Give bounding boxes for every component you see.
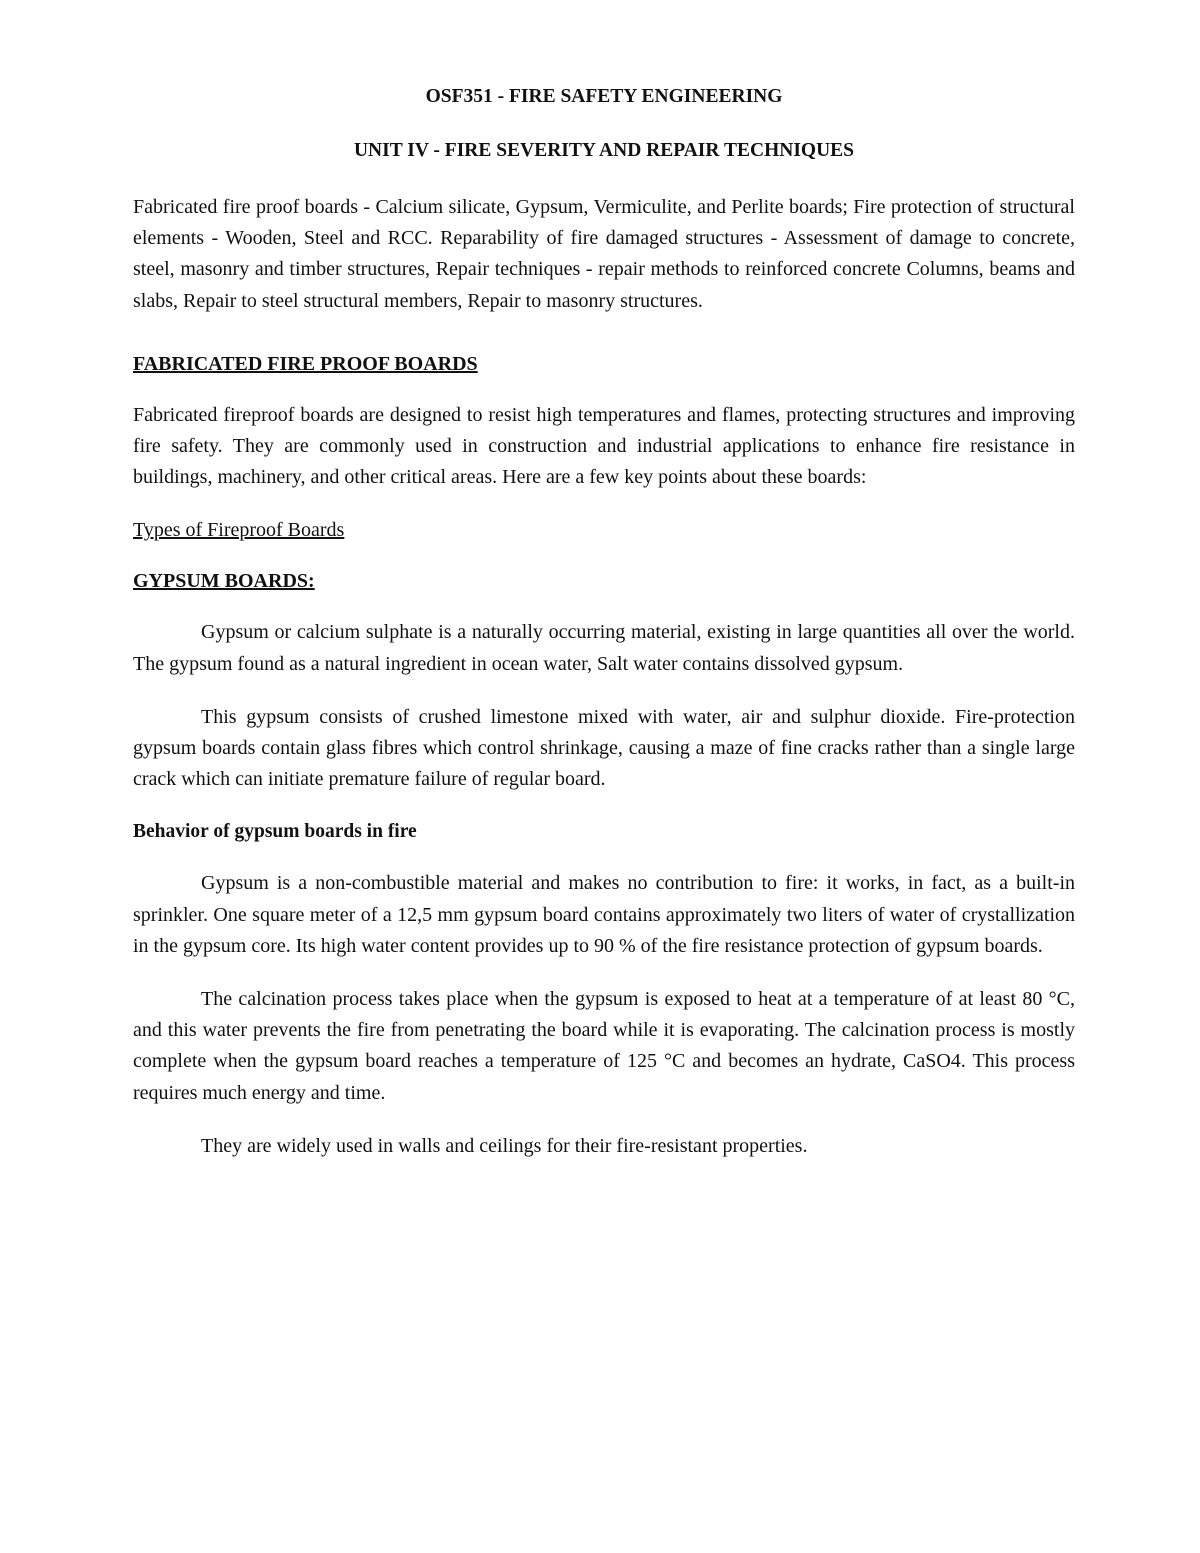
section-intro-paragraph: Fabricated fireproof boards are designed to resist high temperatures and flames, protecting structures and improving fire safety. They are commonly used in construction and industrial applications to enhance fire resistance in buildings, machinery, and other critical areas. Here are a few key points about these boards: xyxy=(133,403,1075,489)
gypsum-paragraph: This gypsum consists of crushed limestone mixed with water, air and sulphur dioxide. Fire-protection gypsum boards contain glass fibres which control shrinkage, causing a maze of fine cracks rather than a single large crack which can initiate premature failure of regular board. xyxy=(133,705,1075,791)
types-label: Types of Fireproof Boards xyxy=(133,519,345,542)
gypsum-paragraph: Gypsum or calcium sulphate is a naturally occurring material, existing in large quantities all over the world. The gypsum found as a natural ingredient in ocean water, Salt water contains dissolved gypsum. xyxy=(133,621,1075,675)
behavior-heading: Behavior of gypsum boards in fire xyxy=(133,821,417,843)
unit-title: UNIT IV - FIRE SEVERITY AND REPAIR TECHNIQUES xyxy=(353,140,855,161)
behavior-paragraph: The calcination process takes place when the gypsum is exposed to heat at a temperature of at least 80 °C, and this water prevents the fire from penetrating the board while it is evaporating. The calcination process is mostly complete when the gypsum board reaches a temperature of 125 °C and becomes an hydrate, CaSO4. This process requires much energy and time. xyxy=(133,988,1075,1104)
behavior-paragraph: Gypsum is a non-combustible material and makes no contribution to fire: it works, in fact, as a built-in sprinkler. One square meter of a 12,5 mm gypsum board contains approximately two liters of water of crystallization in the gypsum core. Its high water content provides up to 90 % of the fire resistance protection of gypsum boards. xyxy=(133,872,1075,957)
course-title: OSF351 - FIRE SAFETY ENGINEERING xyxy=(425,86,783,107)
document-content xyxy=(133,84,1075,1184)
gypsum-heading: GYPSUM BOARDS: xyxy=(133,570,315,593)
syllabus-paragraph: Fabricated fire proof boards - Calcium silicate, Gypsum, Vermiculite, and Perlite boards; Fire protection of structural elements - Wooden, Steel and RCC. Reparability of fire damaged structures - Assessment of damage to concrete, steel, masonry and timber structures, Repair techniques - repair methods to reinforced concrete Columns, beams and slabs, Repair to steel structural members, Repair to masonry structures. xyxy=(133,196,1075,312)
section-heading: FABRICATED FIRE PROOF BOARDS xyxy=(133,352,478,375)
behavior-paragraph: They are widely used in walls and ceilings for their fire-resistant properties. xyxy=(201,1134,808,1157)
